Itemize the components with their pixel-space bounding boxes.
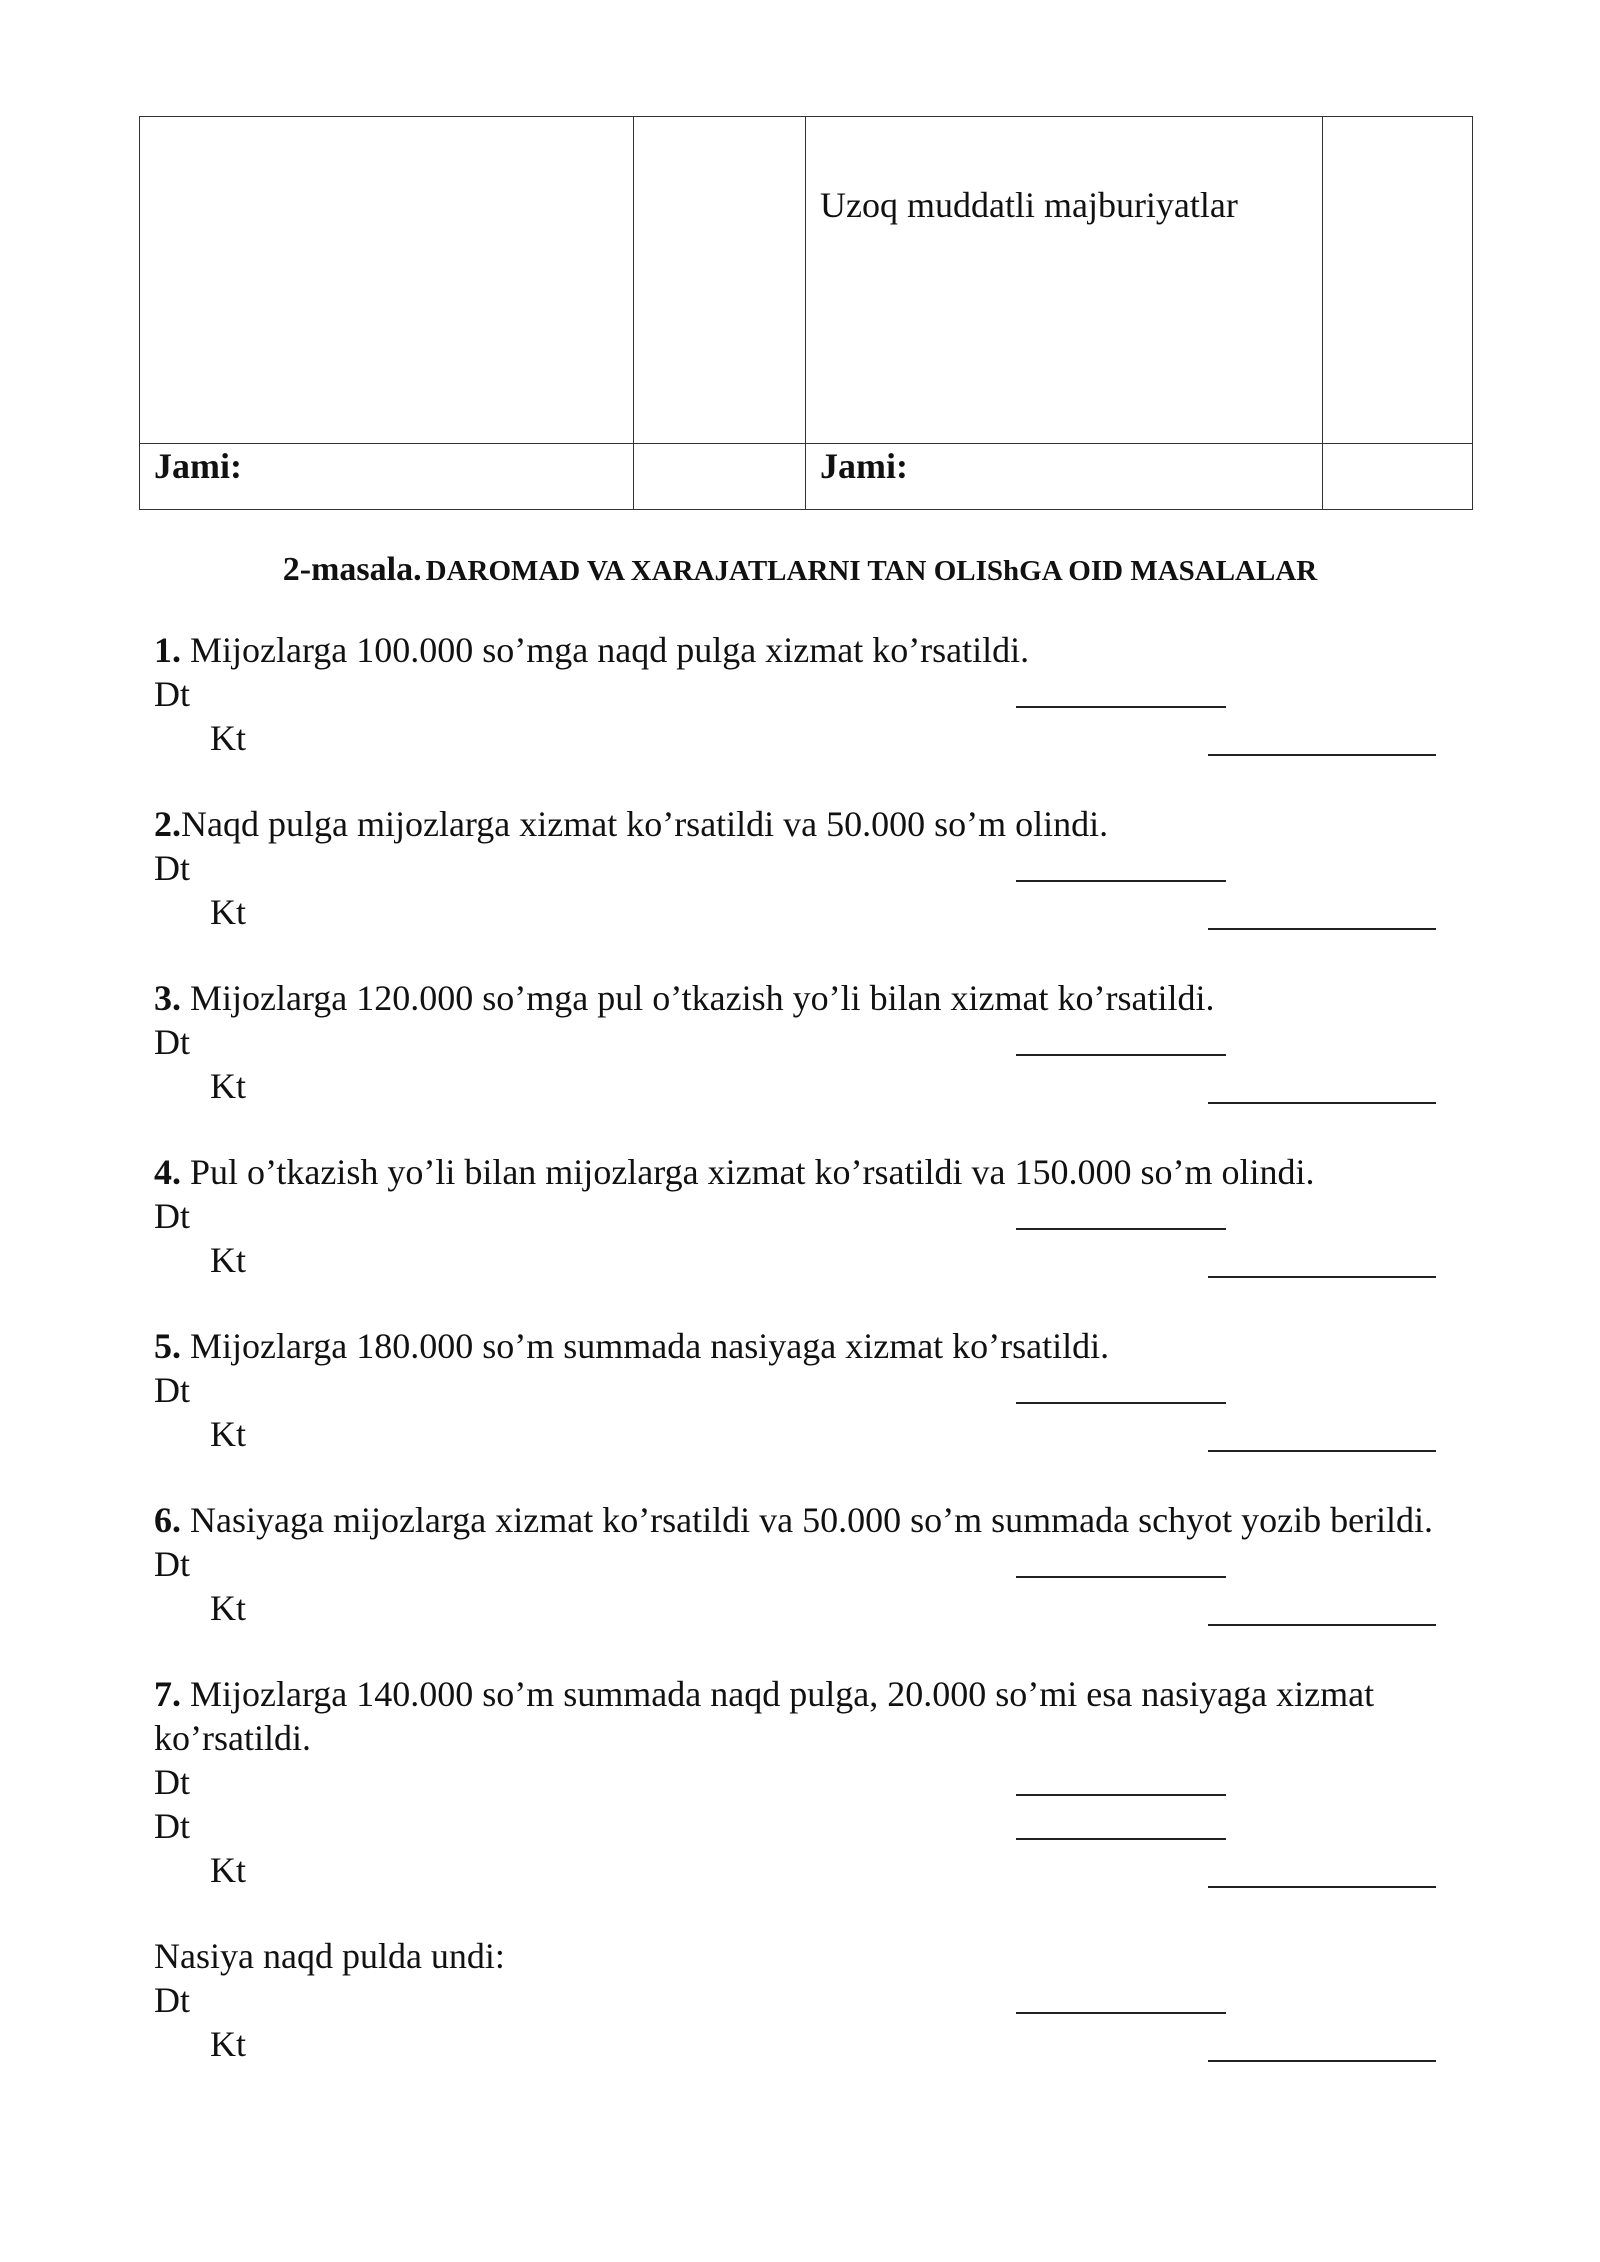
entry-line-dt bbox=[154, 1804, 1454, 1848]
dt-label: Dt bbox=[154, 1762, 190, 1802]
heading-lead: 2-masala. bbox=[282, 551, 422, 588]
debit-answer-blank[interactable] bbox=[1016, 2012, 1226, 2014]
dt-label: Dt bbox=[154, 1196, 190, 1236]
entry-line-kt bbox=[154, 1412, 1514, 1456]
kt-label: Kt bbox=[210, 1850, 246, 1890]
entry-line-kt bbox=[154, 890, 1514, 934]
table-row bbox=[140, 117, 1473, 444]
problem-4 bbox=[154, 1150, 1514, 1282]
total-label-left: Jami: bbox=[140, 444, 634, 510]
table-row-total bbox=[140, 444, 1473, 510]
entry-line-kt bbox=[154, 716, 1514, 760]
debit-answer-blank[interactable] bbox=[1016, 1054, 1226, 1056]
problem-1 bbox=[154, 628, 1514, 760]
credit-answer-blank[interactable] bbox=[1208, 1102, 1436, 1104]
credit-answer-blank[interactable] bbox=[1208, 1624, 1436, 1626]
credit-answer-blank[interactable] bbox=[1208, 754, 1436, 756]
debit-answer-blank[interactable] bbox=[1016, 1838, 1226, 1840]
problem-7-followup bbox=[154, 1934, 1514, 2066]
entry-line-kt bbox=[154, 1064, 1514, 1108]
kt-label: Kt bbox=[210, 1240, 246, 1280]
table-cell-long-term-liabilities: Uzoq muddatli majburiyatlar bbox=[806, 117, 1323, 444]
problem-text: 1. Mijozlarga 100.000 so’mga naqd pulga xizmat ko’rsatildi. bbox=[154, 630, 1030, 670]
total-label-right: Jami: bbox=[806, 444, 1323, 510]
balance-table bbox=[139, 116, 1473, 510]
entry-line-dt bbox=[154, 846, 1514, 890]
debit-answer-blank[interactable] bbox=[1016, 1576, 1226, 1578]
table-cell bbox=[634, 117, 806, 444]
debit-answer-blank[interactable] bbox=[1016, 1794, 1226, 1796]
problem-3 bbox=[154, 976, 1514, 1108]
table-cell bbox=[1323, 117, 1473, 444]
table-cell bbox=[1323, 444, 1473, 510]
dt-label: Dt bbox=[154, 848, 190, 888]
problem-text: 6. Nasiyaga mijozlarga xizmat ko’rsatildi va 50.000 so’m summada schyot yozib berildi. bbox=[154, 1500, 1434, 1540]
kt-label: Kt bbox=[210, 2024, 246, 2064]
credit-answer-blank[interactable] bbox=[1208, 1276, 1436, 1278]
kt-label: Kt bbox=[210, 718, 246, 758]
entry-line-dt bbox=[154, 1760, 1454, 1804]
debit-answer-blank[interactable] bbox=[1016, 1228, 1226, 1230]
kt-label: Kt bbox=[210, 892, 246, 932]
debit-answer-blank[interactable] bbox=[1016, 706, 1226, 708]
debit-answer-blank[interactable] bbox=[1016, 880, 1226, 882]
credit-answer-blank[interactable] bbox=[1208, 2060, 1436, 2062]
problem-text: 3. Mijozlarga 120.000 so’mga pul o’tkazish yo’li bilan xizmat ko’rsatildi. bbox=[154, 978, 1215, 1018]
problem-text: 7. Mijozlarga 140.000 so’m summada naqd pulga, 20.000 so’mi esa nasiyaga xizmat ko’rsatildi. bbox=[154, 1674, 1375, 1758]
entry-line-kt bbox=[154, 2022, 1514, 2066]
entry-line-dt bbox=[154, 1020, 1514, 1064]
kt-label: Kt bbox=[210, 1066, 246, 1106]
heading-title: DAROMAD VA XARAJATLARNI TAN OLIShGA OID MASALALAR bbox=[425, 555, 1318, 587]
dt-label: Dt bbox=[154, 1980, 190, 2020]
kt-label: Kt bbox=[210, 1414, 246, 1454]
table-cell bbox=[634, 444, 806, 510]
problem-text: 5. Mijozlarga 180.000 so’m summada nasiyaga xizmat ko’rsatildi. bbox=[154, 1326, 1110, 1366]
section-heading bbox=[0, 548, 1600, 598]
problem-2 bbox=[154, 802, 1514, 934]
entry-line-dt bbox=[154, 672, 1514, 716]
problem-6 bbox=[154, 1498, 1514, 1630]
dt-label: Dt bbox=[154, 674, 190, 714]
entry-line-kt bbox=[154, 1238, 1514, 1282]
dt-label: Dt bbox=[154, 1806, 190, 1846]
entry-line-dt bbox=[154, 1194, 1514, 1238]
entry-line-kt bbox=[154, 1586, 1514, 1630]
problem-5 bbox=[154, 1324, 1514, 1456]
kt-label: Kt bbox=[210, 1588, 246, 1628]
entry-line-dt bbox=[154, 1542, 1514, 1586]
dt-label: Dt bbox=[154, 1022, 190, 1062]
credit-answer-blank[interactable] bbox=[1208, 1886, 1436, 1888]
dt-label: Dt bbox=[154, 1370, 190, 1410]
entry-line-kt bbox=[154, 1848, 1454, 1892]
credit-answer-blank[interactable] bbox=[1208, 1450, 1436, 1452]
dt-label: Dt bbox=[154, 1544, 190, 1584]
problem-7 bbox=[154, 1672, 1454, 1892]
entry-line-dt bbox=[154, 1368, 1514, 1412]
debit-answer-blank[interactable] bbox=[1016, 1402, 1226, 1404]
entry-line-dt bbox=[154, 1978, 1514, 2022]
problem-text: Nasiya naqd pulda undi: bbox=[154, 1936, 505, 1976]
problem-text: 4. Pul o’tkazish yo’li bilan mijozlarga xizmat ko’rsatildi va 150.000 so’m olindi. bbox=[154, 1152, 1315, 1192]
table-cell bbox=[140, 117, 634, 444]
problem-text: 2.Naqd pulga mijozlarga xizmat ko’rsatildi va 50.000 so’m olindi. bbox=[154, 804, 1109, 844]
credit-answer-blank[interactable] bbox=[1208, 928, 1436, 930]
